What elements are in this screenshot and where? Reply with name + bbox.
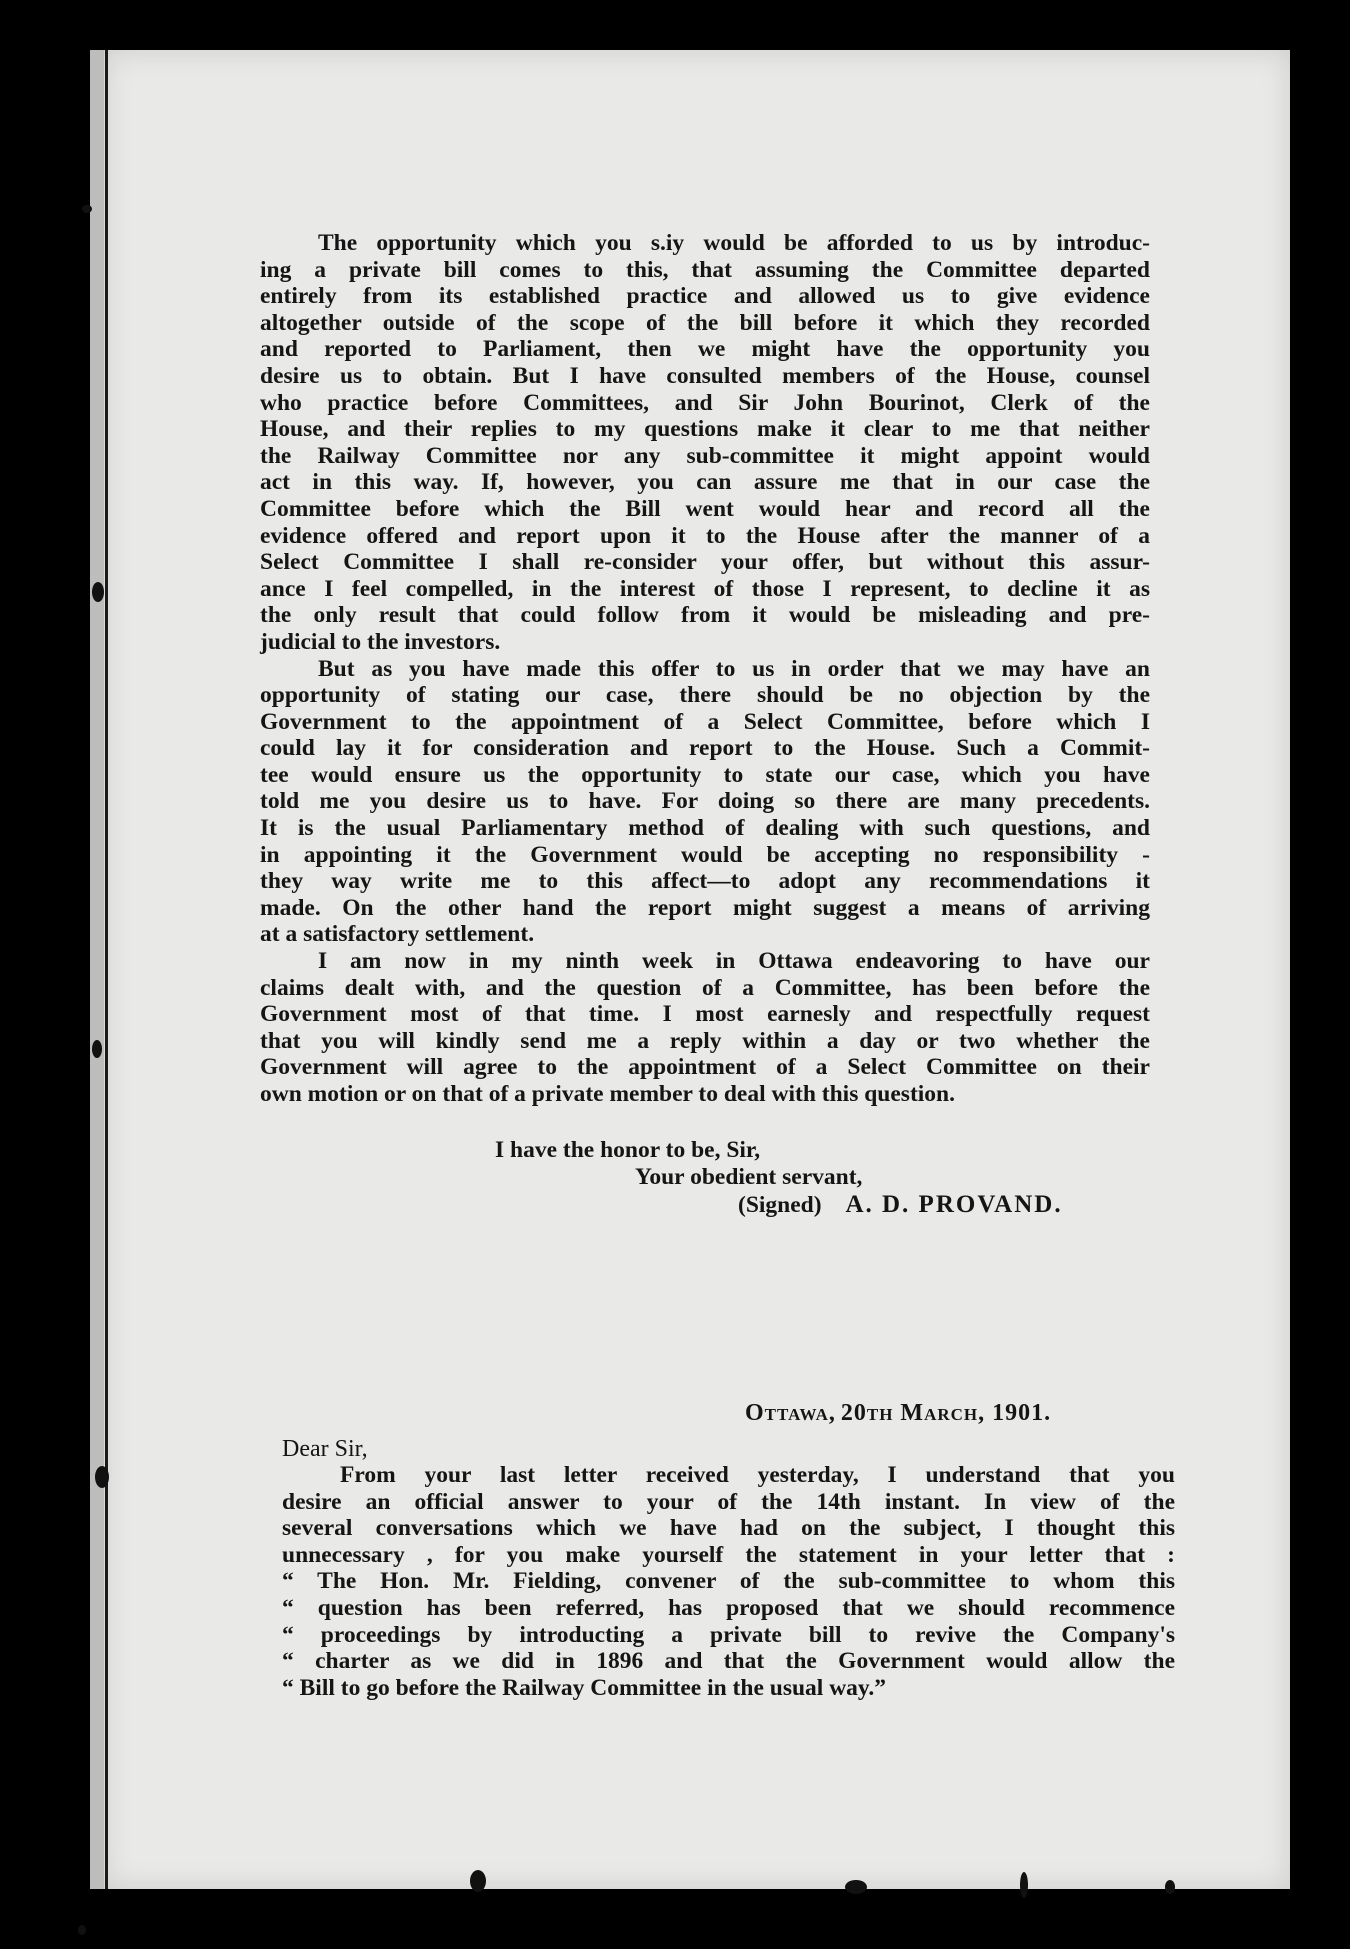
text-line: The opportunity which you s.iy would be afforded to us by introduc- bbox=[318, 230, 1150, 256]
text-line: opportunity of stating our case, there should be no objection by the bbox=[260, 682, 1150, 709]
text-line: entirely from its established practice and allowed us to give evidence bbox=[260, 283, 1150, 310]
text-line: “ The Hon. Mr. Fielding, convener of the sub-committee to whom this bbox=[282, 1568, 1175, 1595]
text-line: “ question has been referred, has proposed that we should recommence bbox=[282, 1594, 1175, 1621]
text-line: ance I feel compelled, in the interest of those I represent, to decline it as bbox=[260, 575, 1150, 602]
binding-line bbox=[105, 50, 108, 1889]
text-line: the only result that could follow from it would be misleading and pre- bbox=[260, 602, 1150, 629]
text-line: Committee before which the Bill went would hear and record all the bbox=[260, 495, 1150, 522]
salutation: Dear Sir, bbox=[282, 1436, 368, 1462]
scan-speck bbox=[95, 1466, 109, 1488]
scan-speck bbox=[1165, 1880, 1175, 1894]
text-line: “ charter as we did in 1896 and that the Government would allow the bbox=[282, 1648, 1175, 1675]
text-line: House, and their replies to my questions make it clear to me that neither bbox=[260, 416, 1150, 443]
scan-speck bbox=[470, 1870, 486, 1892]
text-line: But as you have made this offer to us in order that we may have an bbox=[318, 655, 1150, 682]
paragraph bbox=[260, 656, 1150, 949]
text-line: in appointing it the Government would be accepting no responsibility - bbox=[260, 841, 1150, 868]
text-line: It is the usual Parliamentary method of dealing with such questions, and bbox=[260, 815, 1150, 842]
text-line: they way write me to this affect—to adopt any recommendations it bbox=[260, 868, 1150, 895]
text-line: desire us to obtain. But I have consulted members of the House, counsel bbox=[260, 362, 1150, 389]
text-line: at a satisfactory settlement. bbox=[260, 921, 535, 948]
text-line: told me you desire us to have. For doing so there are many precedents. bbox=[260, 788, 1150, 815]
signature-block bbox=[738, 1191, 1063, 1219]
date: 20th March, 1901. bbox=[840, 1400, 1052, 1426]
paragraph bbox=[260, 230, 1150, 656]
closing-line: I have the honor to be, Sir, bbox=[495, 1137, 761, 1163]
scan-speck bbox=[845, 1880, 867, 1894]
comma: , bbox=[828, 1400, 841, 1426]
text-line: evidence offered and report upon it to the House after the manner of a bbox=[260, 522, 1150, 549]
text-line: could lay it for consideration and report to the House. Such a Commit- bbox=[260, 735, 1150, 762]
text-line: Government to the appointment of a Select Committee, before which I bbox=[260, 708, 1150, 735]
text-line: Select Committee I shall re-consider your offer, but without this assur- bbox=[260, 549, 1150, 576]
text-line: ing a private bill comes to this, that assuming the Committee departed bbox=[260, 256, 1150, 283]
dateline bbox=[745, 1400, 1051, 1427]
paragraph bbox=[260, 948, 1150, 1108]
place: Ottawa bbox=[745, 1400, 829, 1426]
text-line: claims dealt with, and the question of a Committee, has been before the bbox=[260, 974, 1150, 1001]
text-line: own motion or on that of a private member to deal with this question. bbox=[260, 1081, 955, 1107]
text-line: tee would ensure us the opportunity to state our case, which you have bbox=[260, 761, 1150, 788]
text-line: who practice before Committees, and Sir John Bourinot, Clerk of the bbox=[260, 389, 1150, 416]
signature-name: A. D. PROVAND. bbox=[845, 1191, 1063, 1218]
text-line: altogether outside of the scope of the bill before it which they recorded bbox=[260, 309, 1150, 336]
letter-2-body bbox=[282, 1462, 1175, 1701]
text-line: “ Bill to go before the Railway Committee in the usual way.” bbox=[282, 1674, 887, 1701]
text-line: Government most of that time. I most earnesly and respectfully request bbox=[260, 1001, 1150, 1028]
text-line: several conversations which we have had on the subject, I thought this bbox=[282, 1515, 1175, 1542]
scan-speck bbox=[82, 205, 92, 213]
text-line: the Railway Committee nor any sub-committee it might appoint would bbox=[260, 442, 1150, 469]
text-line: I am now in my ninth week in Ottawa endeavoring to have our bbox=[318, 948, 1150, 975]
scan-speck bbox=[92, 582, 104, 602]
text-line: that you will kindly send me a reply within a day or two whether the bbox=[260, 1027, 1150, 1054]
text-line: judicial to the investors. bbox=[260, 628, 501, 655]
text-line: “ proceedings by introducting a private bill to revive the Company's bbox=[282, 1621, 1175, 1648]
text-line: act in this way. If, however, you can assure me that in our case the bbox=[260, 469, 1150, 496]
text-line: Government will agree to the appointment of a Select Committee on their bbox=[260, 1054, 1150, 1081]
scan-speck bbox=[92, 1040, 102, 1058]
text-line: made. On the other hand the report might suggest a means of arriving bbox=[260, 894, 1150, 921]
valediction: Your obedient servant, bbox=[635, 1164, 863, 1190]
text-line: desire an official answer to your of the 14th instant. In view of the bbox=[282, 1488, 1175, 1515]
text-line: unnecessary , for you make yourself the statement in your letter that : bbox=[282, 1541, 1175, 1568]
scan-speck bbox=[78, 1925, 86, 1935]
letter-1-body bbox=[260, 230, 1150, 1108]
text-line: and reported to Parliament, then we might have the opportunity you bbox=[260, 336, 1150, 363]
scan-speck bbox=[1020, 1872, 1028, 1898]
signed-label: (Signed) bbox=[738, 1192, 822, 1218]
text-line: From your last letter received yesterday, I understand that you bbox=[340, 1462, 1175, 1488]
